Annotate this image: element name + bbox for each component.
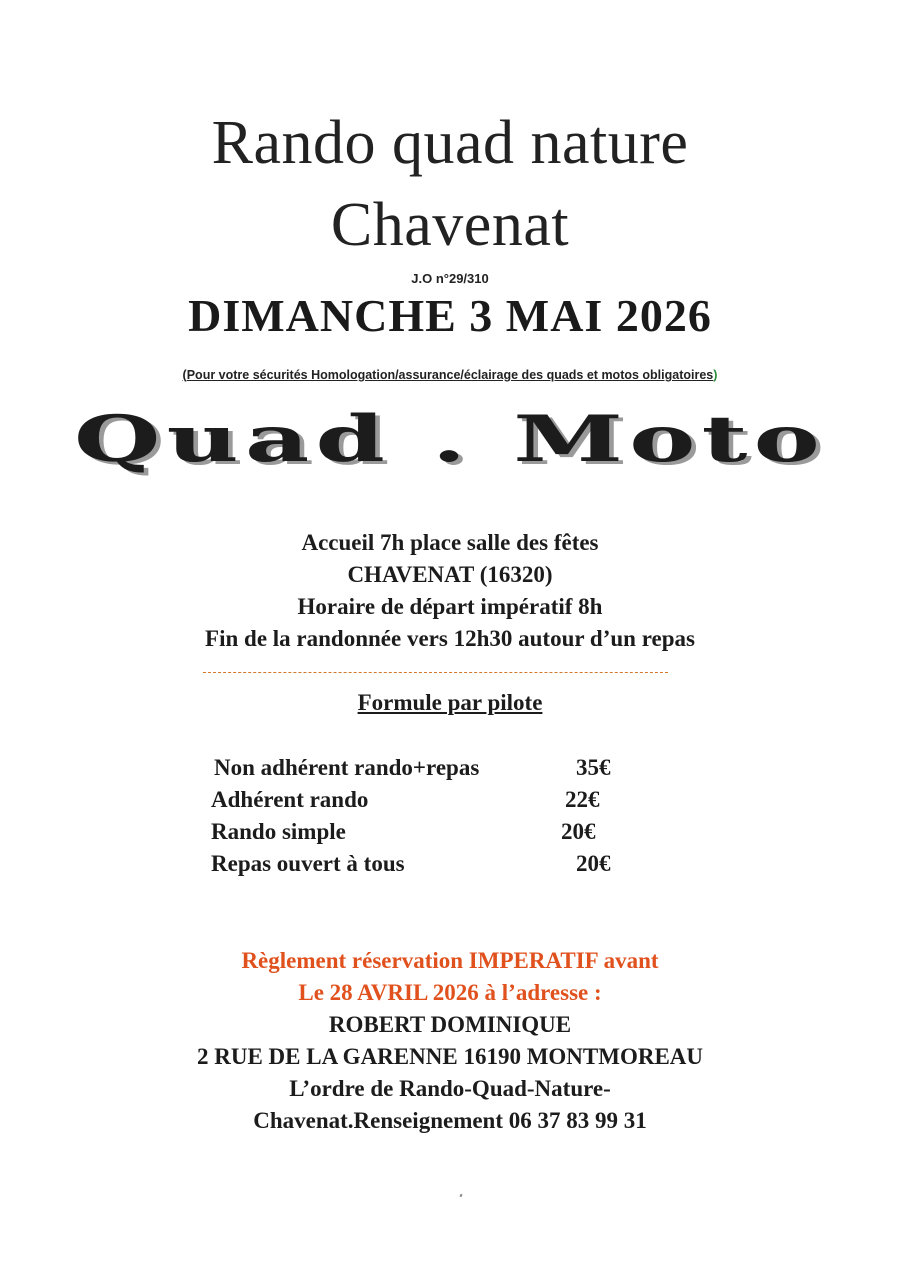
payment-deadline-line-1: Règlement réservation IMPERATIF avant: [241, 948, 659, 973]
dashed-separator: [203, 672, 668, 673]
jo-number: J.O n°29/310: [411, 271, 489, 286]
safety-notice-text: Pour votre sécurités Homologation/assurance/éclairage des quads et motos obligatoires: [186, 368, 714, 382]
contact-phone: Chavenat.Renseignement 06 37 83 99 31: [253, 1108, 647, 1133]
price-label: Non adhérent rando+repas: [214, 755, 480, 780]
safety-close-paren: ): [713, 368, 718, 382]
safety-open-paren: (: [182, 368, 187, 382]
page-title-line-2: Chavenat: [330, 191, 570, 259]
info-line-departure: Horaire de départ impératif 8h: [297, 594, 603, 619]
page-title-line-1: Rando quad nature: [211, 109, 689, 177]
price-label: Adhérent rando: [211, 787, 369, 812]
price-row: [0, 787, 900, 817]
scan-speck: [459, 1194, 462, 1198]
price-amount: 35€: [576, 755, 611, 780]
price-amount: 22€: [565, 787, 600, 812]
price-label: Repas ouvert à tous: [211, 851, 405, 876]
quad-moto-banner: Quad . Moto: [74, 402, 826, 477]
price-row: [0, 819, 900, 849]
price-label: Rando simple: [211, 819, 346, 844]
address-street: 2 RUE DE LA GARENNE 16190 MONTMOREAU: [196, 1044, 704, 1069]
price-amount: 20€: [576, 851, 611, 876]
payment-order: L’ordre de Rando-Quad-Nature-: [289, 1076, 611, 1101]
price-row: [0, 851, 900, 881]
info-line-location: CHAVENAT (16320): [347, 562, 553, 587]
address-name: ROBERT DOMINIQUE: [328, 1012, 572, 1037]
price-row: [0, 755, 900, 785]
event-date: DIMANCHE 3 MAI 2026: [188, 290, 712, 341]
payment-deadline-line-2: Le 28 AVRIL 2026 à l’adresse :: [298, 980, 602, 1005]
safety-notice: [0, 368, 900, 382]
formula-heading: Formule par pilote: [357, 690, 543, 715]
price-amount: 20€: [561, 819, 596, 844]
info-line-end: Fin de la randonnée vers 12h30 autour d’un repas: [205, 626, 695, 651]
info-line-reception: Accueil 7h place salle des fêtes: [301, 530, 599, 555]
